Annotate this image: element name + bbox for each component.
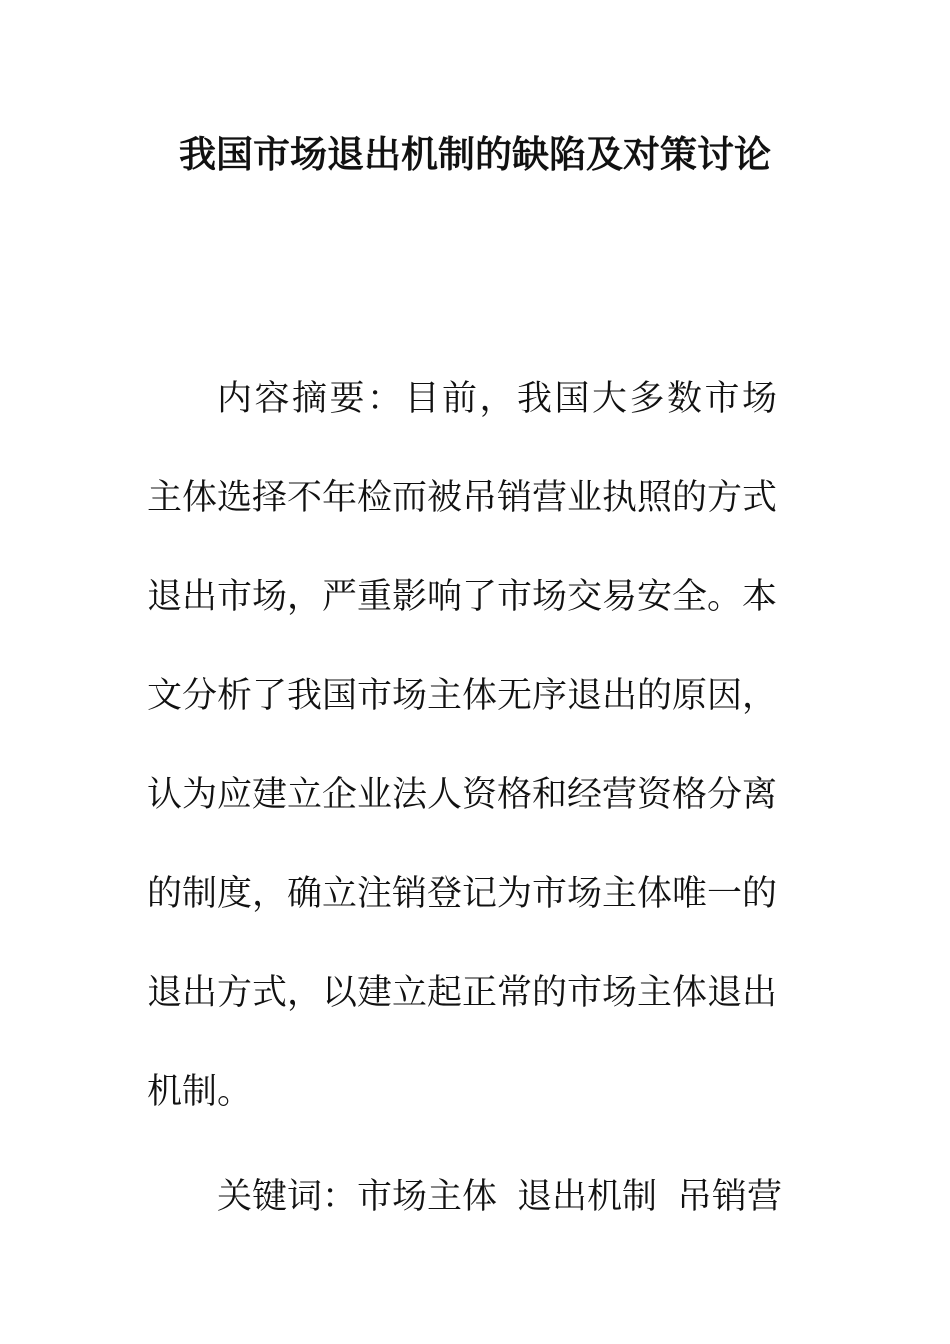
keywords-label: 关键词： — [217, 1177, 358, 1217]
keyword-item: 吊销营 — [677, 1177, 783, 1217]
keywords-paragraph — [147, 1148, 783, 1247]
abstract-paragraph — [147, 350, 777, 1142]
keyword-item: 退出机制 — [517, 1177, 658, 1217]
document-title: 我国市场退出机制的缺陷及对策讨论 — [179, 132, 771, 176]
abstract-text: 目前，我国大多数市场主体选择不年检而被吊销营业执照的方式退出市场，严重影响了市场交易安全。本文分析了我国市场主体无序退出的原因，认为应建立企业法人资格和经营资格分离的制度，确立注销登记为市场主体唯一的退出方式，以建立起正常的市场主体退出机制。 — [147, 379, 778, 1112]
abstract-label: 内容摘要： — [217, 379, 405, 419]
keyword-item: 市场主体 — [357, 1177, 498, 1217]
